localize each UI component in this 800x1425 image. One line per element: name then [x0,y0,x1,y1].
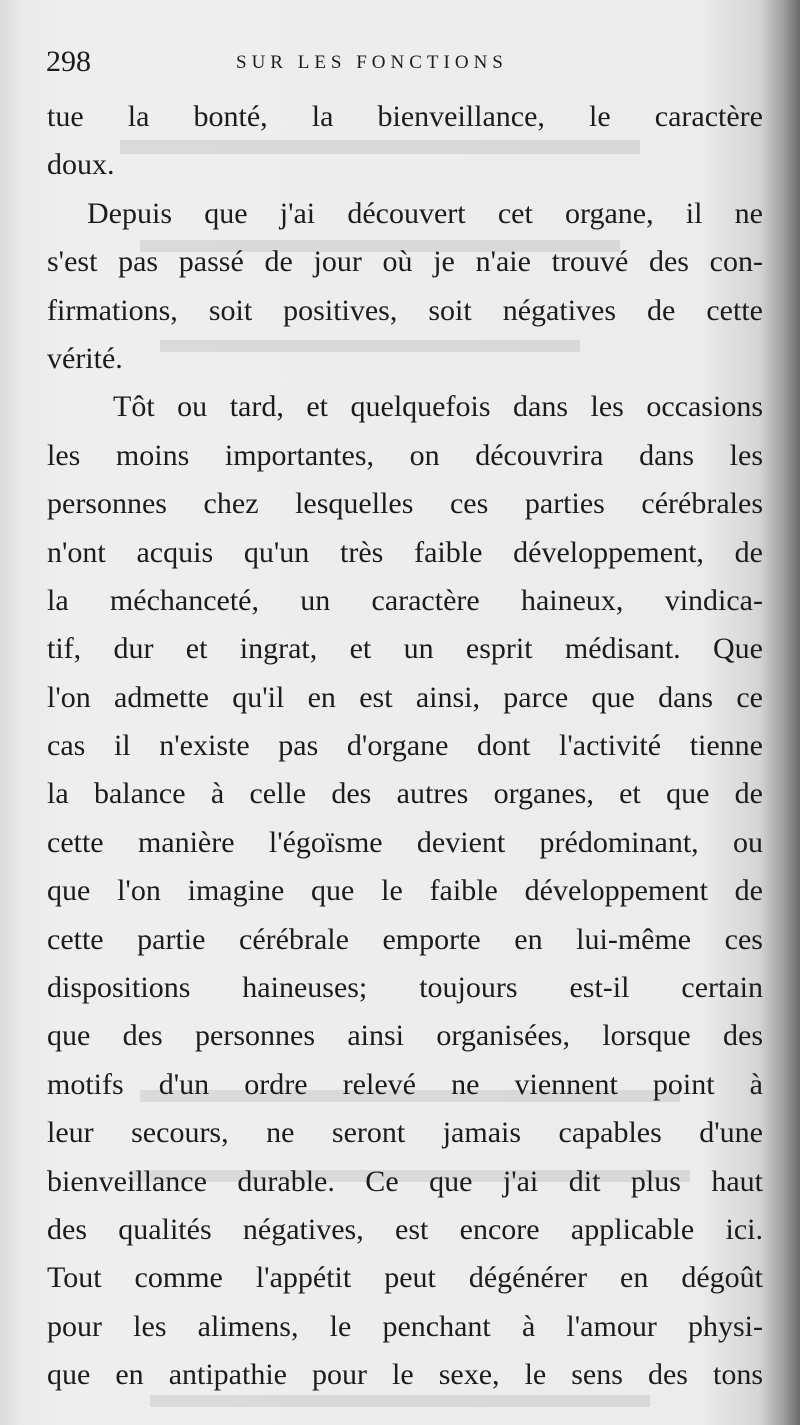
text-line: firmations, soit positives, soit négatives de cette [47,293,763,327]
text-line: tue la bonté, la bienveillance, le caractère [47,100,763,133]
text-line: tif, dur et ingrat, et un esprit médisant. Que [47,632,763,666]
running-head: SUR LES FONCTIONS [236,52,508,73]
text-line: que l'on imagine que le faible développement de [47,874,763,908]
text-line: que des personnes ainsi organisées, lorsque des [47,1019,763,1053]
text-line: Depuis que j'ai découvert cet organe, il ne [87,196,763,230]
text-line: n'ont acquis qu'un très faible développement, de [47,535,763,569]
text-line: Tout comme l'appétit peut dégénérer en dégoût [47,1261,763,1295]
text-line: leur secours, ne seront jamais capables d'une [47,1116,763,1150]
text-line: Tôt ou tard, et quelquefois dans les occasions [113,390,763,424]
text-line: dispositions haineuses; toujours est-il certain [47,971,763,1005]
body-text [47,93,763,1400]
running-header [46,44,766,80]
page-number: 298 [46,45,91,78]
text-line: les moins importantes, on découvrira dans les [47,438,763,472]
text-line: l'on admette qu'il en est ainsi, parce que dans ce [47,680,763,714]
text-line: doux. [47,148,115,182]
text-line: la méchanceté, un caractère haineux, vindica- [47,583,763,617]
text-line: cette partie cérébrale emporte en lui-même ces [47,922,763,956]
text-line: s'est pas passé de jour où je n'aie trouvé des con- [47,245,763,279]
text-line: la balance à celle des autres organes, et que de [47,777,763,811]
text-line: pour les alimens, le penchant à l'amour physi- [47,1309,763,1343]
text-line: bienveillance durable. Ce que j'ai dit plus haut [47,1164,763,1198]
text-line: motifs d'un ordre relevé ne viennent point à [47,1067,763,1101]
text-line: personnes chez lesquelles ces parties cérébrales [47,487,763,521]
text-line: cas il n'existe pas d'organe dont l'activité tienne [47,729,763,763]
text-line: vérité. [47,341,123,375]
text-line: que en antipathie pour le sexe, le sens des tons [47,1358,763,1392]
text-line: cette manière l'égoïsme devient prédominant, ou [47,825,763,859]
text-line: des qualités négatives, est encore applicable ici. [47,1212,763,1246]
